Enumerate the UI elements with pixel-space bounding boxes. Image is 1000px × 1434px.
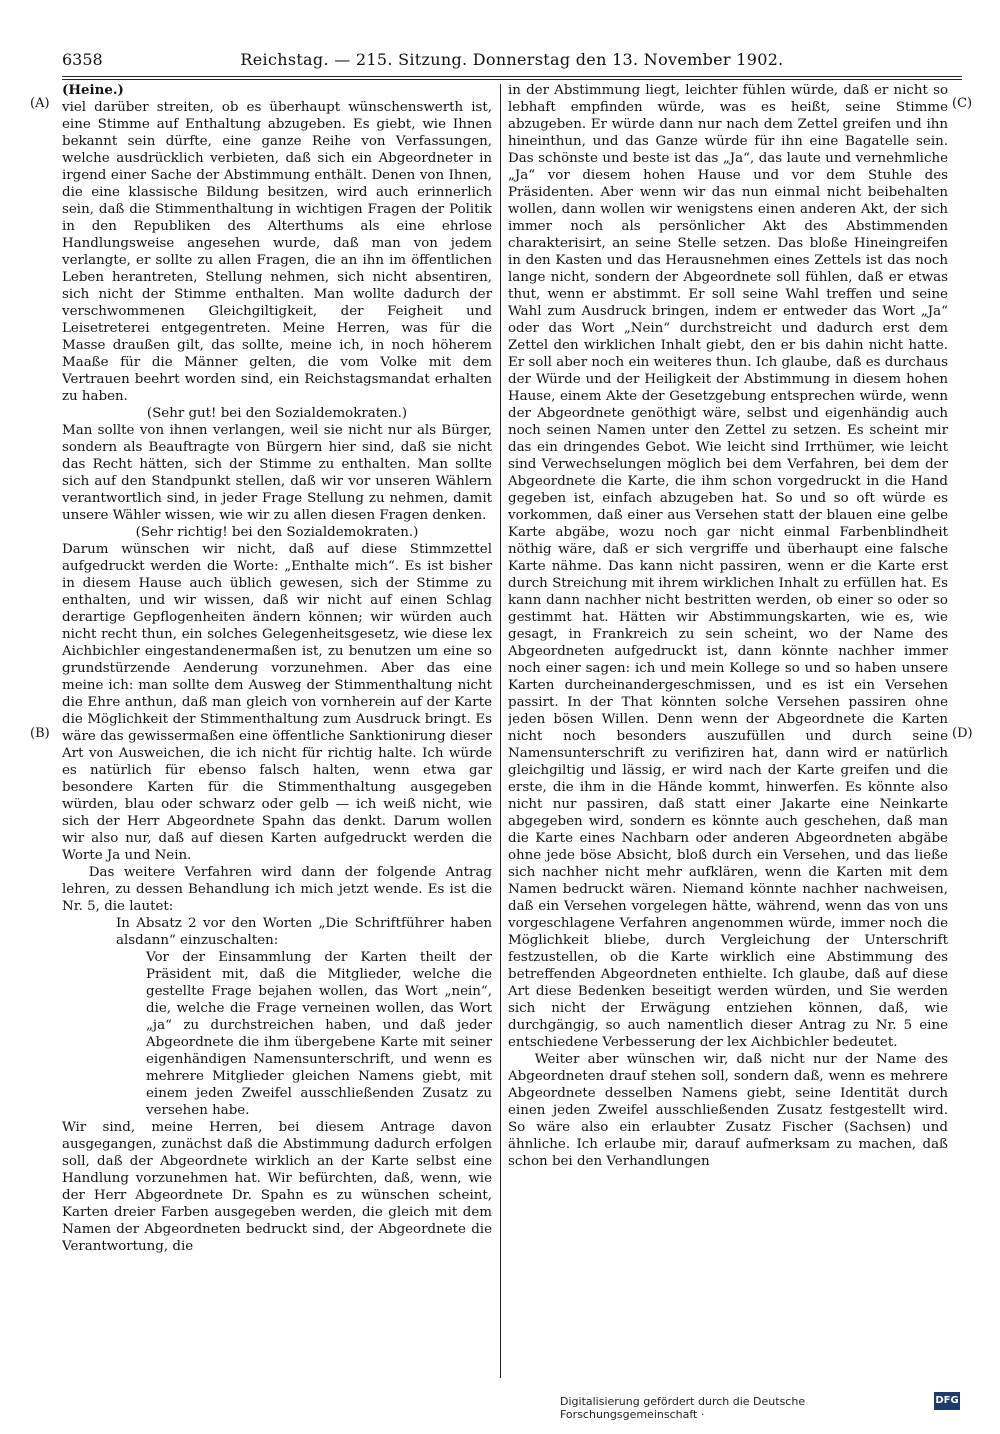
header-rule-bottom	[62, 79, 962, 80]
paragraph: Wir sind, meine Herren, bei diesem Antrage davon ausgegangen, zunächst daß die Abstimmung dadurch erfolgen soll, daß der Abgeordnete wirklich an der Karte selbst eine Handlung vorzunehmen hat. Wir befürchten, daß, wenn, wie der Herr Abgeordnete Dr. Spahn es zu wünschen scheint, Karten dreier Farben ausgegeben werden, die gleich mit dem Namen der Abgeordneten bedruckt sind, der Abgeordnete die Verantwortung, die	[62, 1120, 492, 1254]
speaker-name: (Heine.)	[62, 82, 124, 98]
digitization-credit: Digitalisierung gefördert durch die Deutsche Forschungsgemeinschaft ·	[560, 1395, 806, 1421]
dfg-logo: DFG	[934, 1392, 960, 1410]
margin-label-b: (B)	[30, 726, 50, 741]
header-rule-top	[62, 76, 962, 77]
paragraph: viel darüber streiten, ob es überhaupt wünschenswerth ist, eine Stimme auf Enthaltung abzugeben. Es giebt, wie Ihnen bekannt sein dürfte, eine ganze Reihe von Verfassungen, welche ausdrücklich verbieten, daß sich ein Abgeordneter in irgend einer Sache der Abstimmung enthält. Denen von Ihnen, die eine klassische Bildung besitzen, wird auch erinnerlich sein, daß die Stimmenthaltung in wichtigen Fragen der Politik in den Republiken des Alterthums als eine ehrlose Handlungsweise angesehen wurde, daß man von jedem verlangte, er sollte zu allen Fragen, die an ihn im öffentlichen Leben herantreten, Stellung nehmen, sich nicht absentiren, sich nicht der Stimme enthalten. Man wollte dadurch der verschwommenen Gleichgiltigkeit, der Feigheit und Leisetreterei entgegentreten. Meine Herren, was für die Masse draußen gilt, das sollte, meine ich, in noch höherem Maaße für die Männer gelten, die vom Volke mit dem Vertrauen beehrt worden sind, ein Reichstagsmandat erhalten zu haben.	[62, 100, 492, 404]
motion-text: Vor der Einsammlung der Karten theilt der Präsident mit, daß die Mitglieder, welche die gestellte Frage bejahen wollen, das Wort „nein“, die, welche die Frage verneinen wollen, das Wort „ja“ zu durchstreichen haben, und daß jeder Abgeordnete die ihm übergebene Karte mit seiner eigenhändigen Namensunterschrift, und wenn es mehrere Mitglieder gleichen Namens giebt, mit einem jeden Zweifel ausschließenden Zusatz zu versehen habe.	[146, 950, 492, 1118]
motion-intro: In Absatz 2 vor den Worten „Die Schriftführer haben alsdann“ einzuschalten:	[116, 916, 492, 948]
page-number: 6358	[62, 50, 103, 69]
right-column	[508, 82, 948, 1380]
footer	[560, 1392, 960, 1421]
paragraph: in der Abstimmung liegt, leichter fühlen würde, daß er nicht so lebhaft empfinden würde, was es heißt, seine Stimme abzugeben. Er würde dann nur nach dem Zettel greifen und ihn hineinthun, und das Ganze würde für ihn eine Bagatelle sein. Das schönste und beste ist das „Ja“, das laute und vernehmliche „Ja“ vor diesem hohen Hause und vor dem Stuhle des Präsidenten. Aber wenn wir das nun einmal nicht beibehalten wollen, dann wollen wir wenigstens einen anderen Akt, der sich immer noch als persönlicher Akt des Abstimmenden charakterisirt, an seine Stelle setzen. Das bloße Hineingreifen in den Kasten und das Herausnehmen eines Zettels ist das noch lange nicht, sondern der Abgeordnete soll fühlen, daß er etwas thut, wenn er abstimmt. Er soll seine Wahl treffen und seine Wahl zum Ausdruck bringen, indem er entweder das Wort „Ja“ oder das Wort „Nein“ durchstreicht und dadurch erst dem Zettel den wirklichen Inhalt giebt, den er bis dahin nicht hatte. Er soll aber noch ein weiteres thun. Ich glaube, daß es durchaus der Würde und der Heiligkeit der Abstimmung in diesem hohen Hause, einem Akte der Gesetzgebung entsprechen würde, wenn der Abgeordnete genöthigt wäre, selbst und eigenhändig auch noch seinen Namen unter den Zettel zu setzen. Es scheint mir das ein dringendes Gebot. Wie leicht sind Irrthümer, wie leicht sind Verwechselungen möglich bei dem Verfahren, bei dem der Abgeordnete die Karte, die ihm schon vorgedruckt in die Hand gegeben ist, einfach abzugeben hat. So und so oft würde es vorkommen, daß einer aus Versehen statt der blauen eine gelbe Karte abgäbe, wozu noch gar nicht einmal Farbenblindheit nöthig wäre, daß er sich vergriffe und überhaupt eine falsche Karte nähme. Das kann nicht passiren, wenn er die Karte erst durch Streichung mit ihrem wirklichen Inhalt zu erfüllen hat. Es kann dann nachher nicht bestritten werden, ob einer so oder so gestimmt hat. Hätten wir Abstimmungskarten, wie es, wie gesagt, in Frankreich zu sein scheint, wo der Name des Abgeordneten aufgedruckt ist, dann könnte nachher immer noch einer sagen: ich und mein Kollege so und so haben unsere Karten durcheinandergeschmissen, und es ist ein Versehen passirt. In der That könnten solche Versehen passiren ohne jeden bösen Willen. Denn wenn der Abgeordnete die Karten nicht noch besonders auszufüllen und durch seine Namensunterschrift zu verifiziren hat, dann wird er natürlich gleichgiltig und lässig, er wird nach der Karte greifen und die erste, die ihm in die Hände kommt, hinwerfen. Es könnte also nicht nur passiren, daß statt einer Jakarte eine Neinkarte abgegeben wird, sondern es könnte auch geschehen, daß man die Karte eines Nachbarn oder anderen Abgeordneten abgäbe ohne jede böse Absicht, bloß durch ein Versehen, und das ließe sich nachher nicht mehr aufklären, wenn die Karten mit dem Namen bedruckt wären. Niemand könnte nachher nachweisen, daß ein Versehen vorgelegen hätte, während, wenn das von uns vorgeschlagene Verfahren angenommen würde, immer noch die Möglichkeit bliebe, durch Vergleichung der Unterschrift festzustellen, ob die Karte wirklich eine Abstimmung des betreffenden Abgeordneten enthielte. Ich glaube, daß auf diese Art diese Bedenken beseitigt werden würden, und Sie werden sich nicht der Erwägung entziehen können, daß, wie durchgängig, so auch namentlich dieser Antrag zu Nr. 5 eine entschiedene Verbesserung der lex Aichbichler bedeutet.	[508, 83, 948, 1050]
paragraph: Weiter aber wünschen wir, daß nicht nur der Name des Abgeordneten drauf stehen soll, sondern daß, wenn es mehrere Abgeordnete desselben Namens giebt, seine Identität durch einen jeden Zweifel ausschließenden Zusatz festgestellt wird. So wäre also ein erlaubter Zusatz Fischer (Sachsen) und ähnliche. Ich erlaube mir, darauf aufmerksam zu machen, daß schon bei den Verhandlungen	[508, 1052, 948, 1169]
paragraph: Das weitere Verfahren wird dann der folgende Antrag lehren, zu dessen Behandlung ich mich jetzt wende. Es ist die Nr. 5, die lautet:	[62, 865, 492, 914]
paragraph: Man sollte von ihnen verlangen, weil sie nicht nur als Bürger, sondern als Beauftragte von Bürgern hier sind, daß sie nicht das Recht hätten, sich der Stimme zu enthalten. Man sollte sich auf den Standpunkt stellen, daß wir vor unseren Wählern verantwortlich sind, in jeder Frage Stellung zu nehmen, damit unsere Wähler wissen, wie wir zu allen diesen Fragen denken.	[62, 423, 492, 523]
left-column	[62, 82, 492, 1380]
interjection: (Sehr richtig! bei den Sozialdemokraten.)	[135, 525, 419, 540]
paragraph: Darum wünschen wir nicht, daß auf diese Stimmzettel aufgedruckt werden die Worte: „Enthalte mich“. Es ist bisher in diesem Hause auch üblich gewesen, sich der Stimme zu enthalten, und wir wissen, daß wir nicht auf einen Schlag derartige Gepflogenheiten ändern können; wir würden auch nicht recht thun, ein solches Gelegenheitsgesetz, wie diese lex Aichbichler eingestandenermaßen ist, zu benutzen um eine so grundstürzende Aenderung vorzunehmen. Aber das eine meine ich: man sollte dem Ausweg der Stimmenthaltung nicht die Ehre anthun, daß man gleich von vornherein auf der Karte die Möglichkeit der Stimmenthaltung zum Ausdruck bringt. Es wäre das gewissermaßen eine öffentliche Sanktionirung dieser Art von Ausweichen, die ich nicht für richtig halte. Ich würde es natürlich für ebenso falsch halten, wenn etwa gar besondere Karten für die Stimmenthaltung ausgegeben würden, blau oder schwarz oder gelb — ich weiß nicht, wie sich der Herr Abgeordnete Spahn das denkt. Darum wollen wir also nur, daß auf diesen Karten aufgedruckt werden die Worte Ja und Nein.	[62, 542, 492, 863]
column-divider	[500, 84, 501, 1378]
running-title: Reichstag. — 215. Sitzung. Donnerstag den 13. November 1902.	[240, 50, 784, 69]
margin-label-d: (D)	[952, 726, 973, 741]
margin-label-a: (A)	[30, 96, 50, 111]
margin-label-c: (C)	[952, 96, 973, 111]
interjection: (Sehr gut! bei den Sozialdemokraten.)	[146, 406, 408, 421]
page-header	[62, 50, 962, 74]
